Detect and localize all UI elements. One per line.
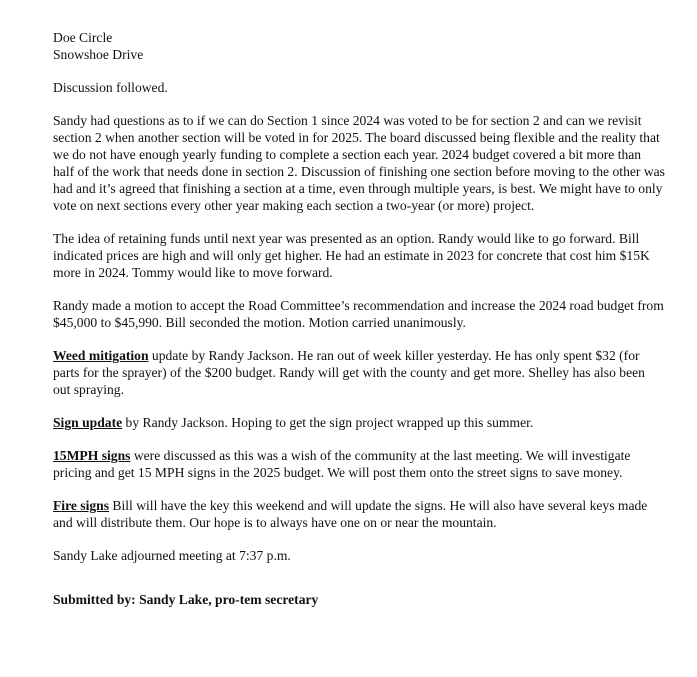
motion-paragraph: Randy made a motion to accept the Road Committee’s recommendation and increase the 2024 road budget from $45,000 to $45,990. Bill seconded the motion. Motion carried unanimously. xyxy=(53,298,664,330)
weed-mitigation-paragraph xyxy=(53,347,665,398)
submitted-by-line: Submitted by: Sandy Lake, pro-tem secretary xyxy=(53,592,319,607)
street-name: Doe Circle xyxy=(53,30,113,45)
street-name: Snowshoe Drive xyxy=(53,47,144,62)
sign-update-paragraph xyxy=(53,414,665,431)
discussion-line: Discussion followed. xyxy=(53,80,168,95)
sandy-paragraph: Sandy had questions as to if we can do Section 1 since 2024 was voted to be for section 2 and can we revisit section 2 when another section will be voted in for 2025. The board discussed being flexible and the reality that we do not have enough yearly funding to complete a section each year. 2024 budget covered a bit more than half of the work that needs done in section 2. Discussion of finishing one section before moving to the other was had and it’s agreed that finishing a section at a time, even through multiple years, is best. We might have to only vote on next sections every other year making each section a two-year (or more) project. xyxy=(53,113,665,213)
sign-update-heading: Sign update xyxy=(53,415,123,430)
meeting-minutes-text xyxy=(53,29,665,624)
retaining-funds-paragraph: The idea of retaining funds until next year was presented as an option. Randy would like to go forward. Bill indicated prices are high and will only get higher. He had an estimate in 2023 for concrete that cost him $15K more in 2024. Tommy would like to move forward. xyxy=(53,231,650,280)
weed-mitigation-text: update by Randy Jackson. He ran out of week killer yesterday. He has only spent $32 (for parts for the sprayer) of the $200 budget. Randy will get with the county and get more. Shelley has also been out spraying. xyxy=(53,348,645,397)
weed-mitigation-heading: Weed mitigation xyxy=(53,348,149,363)
adjourned-line: Sandy Lake adjourned meeting at 7:37 p.m. xyxy=(53,548,291,563)
mph-signs-paragraph xyxy=(53,447,665,481)
mph-signs-text: were discussed as this was a wish of the community at the last meeting. We will investigate pricing and get 15 MPH signs in the 2025 budget. We will post them onto the street signs to save money. xyxy=(53,448,631,480)
fire-signs-paragraph xyxy=(53,497,665,531)
mph-signs-heading: 15MPH signs xyxy=(53,448,131,463)
fire-signs-heading: Fire signs xyxy=(53,498,110,513)
fire-signs-text: Bill will have the key this weekend and will update the signs. He will also have several keys made and will distribute them. Our hope is to always have one on or near the mountain. xyxy=(53,498,648,530)
sign-update-text: by Randy Jackson. Hoping to get the sign project wrapped up this summer. xyxy=(122,415,534,430)
